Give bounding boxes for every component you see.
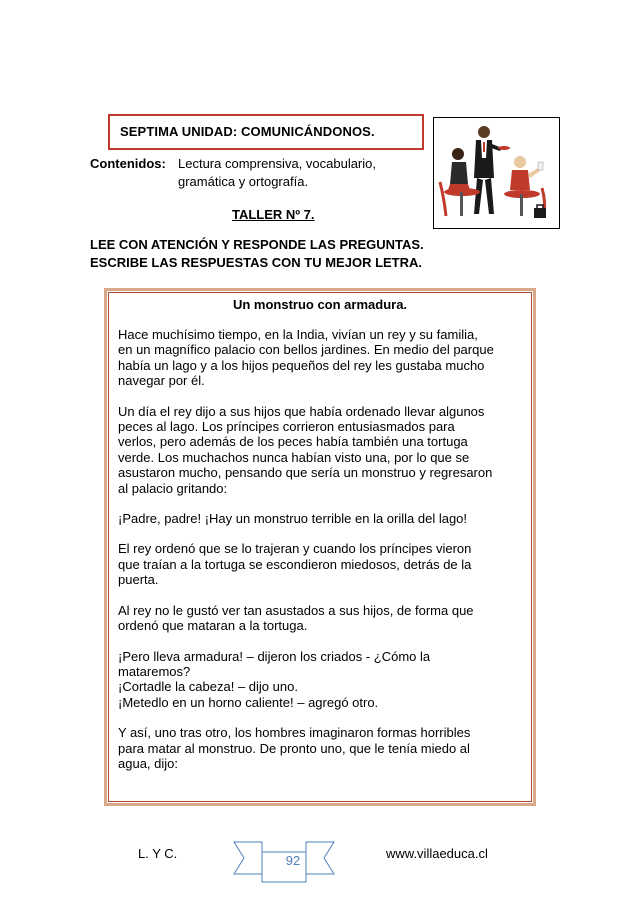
story-line: ordenó que mataran a la tortuga. <box>118 618 308 634</box>
story-line: asustaron mucho, pensando que sería un monstruo y regresaron <box>118 465 493 481</box>
story-line: navegar por él. <box>118 373 205 389</box>
instruction-line-2: ESCRIBE LAS RESPUESTAS CON TU MEJOR LETRA. <box>90 255 423 270</box>
story-line: ¡Metedlo en un horno caliente! – agregó otro. <box>118 694 379 710</box>
story-line: verde. Los muchachos nunca habían visto una, por lo que se <box>118 449 470 465</box>
workshop-title: TALLER Nº 7. <box>232 207 315 222</box>
story-box <box>104 288 536 806</box>
story-line: Un día el rey dijo a sus hijos que había ordenado llevar algunos <box>118 403 485 419</box>
story-line: mataremos? <box>118 663 191 679</box>
story-line: Y así, uno tras otro, los hombres imaginaron formas horribles <box>118 725 471 741</box>
story-paragraph <box>118 725 528 771</box>
story-title: Un monstruo con armadura. <box>232 297 408 312</box>
footer-left: L. Y C. <box>138 846 178 861</box>
story-line: había un lago y a los hijos pequeños del rey les gustaba mucho <box>118 357 485 373</box>
instruction-line-1: LEE CON ATENCIÓN Y RESPONDE LAS PREGUNTAS. <box>90 237 424 252</box>
story-line: El rey ordenó que se lo trajeran y cuando los príncipes vieron <box>118 541 472 557</box>
cafe-illustration <box>433 117 560 229</box>
story-line: verlos, pero además de los peces había también una tortuga <box>118 434 468 450</box>
story-paragraph <box>118 541 528 587</box>
story-line: ¡Cortadle la cabeza! – dijo uno. <box>118 679 298 695</box>
contents-line-1: Lectura comprensiva, vocabulario, <box>178 156 376 171</box>
page-number: 92 <box>285 853 301 868</box>
story-line: puerta. <box>118 572 159 588</box>
story-line: peces al lago. Los príncipes corrieron entusiasmados para <box>118 419 455 435</box>
story-line: al palacio gritando: <box>118 480 228 496</box>
story-body <box>118 327 528 786</box>
story-paragraph <box>118 404 528 496</box>
story-line: ¡Pero lleva armadura! – dijeron los criados - ¿Cómo la <box>118 648 431 664</box>
story-line: agua, dijo: <box>118 755 178 771</box>
story-paragraph <box>118 649 528 711</box>
story-line: Al rey no le gustó ver tan asustados a sus hijos, de forma que <box>118 602 474 618</box>
story-line: Hace muchísimo tiempo, en la India, vivían un rey y su familia, <box>118 327 478 342</box>
cafe-scene-image <box>434 118 559 228</box>
story-line: para matar al monstruo. De pronto uno, que le tenía miedo al <box>118 740 470 756</box>
story-line: en un magnífico palacio con bellos jardines. En medio del parque <box>118 342 494 358</box>
story-line: que traían a la tortuga se escondieron miedosos, detrás de la <box>118 556 472 572</box>
story-paragraph <box>118 511 528 526</box>
unit-title: SEPTIMA UNIDAD: COMUNICÁNDONOS. <box>120 124 375 139</box>
contents-line-2: gramática y ortografía. <box>178 174 309 189</box>
footer-website: www.villaeduca.cl <box>386 846 488 861</box>
story-line: ¡Padre, padre! ¡Hay un monstruo terrible en la orilla del lago! <box>118 511 468 527</box>
story-paragraph <box>118 603 528 634</box>
story-paragraph <box>118 327 528 389</box>
contents-label: Contenidos: <box>90 156 166 171</box>
